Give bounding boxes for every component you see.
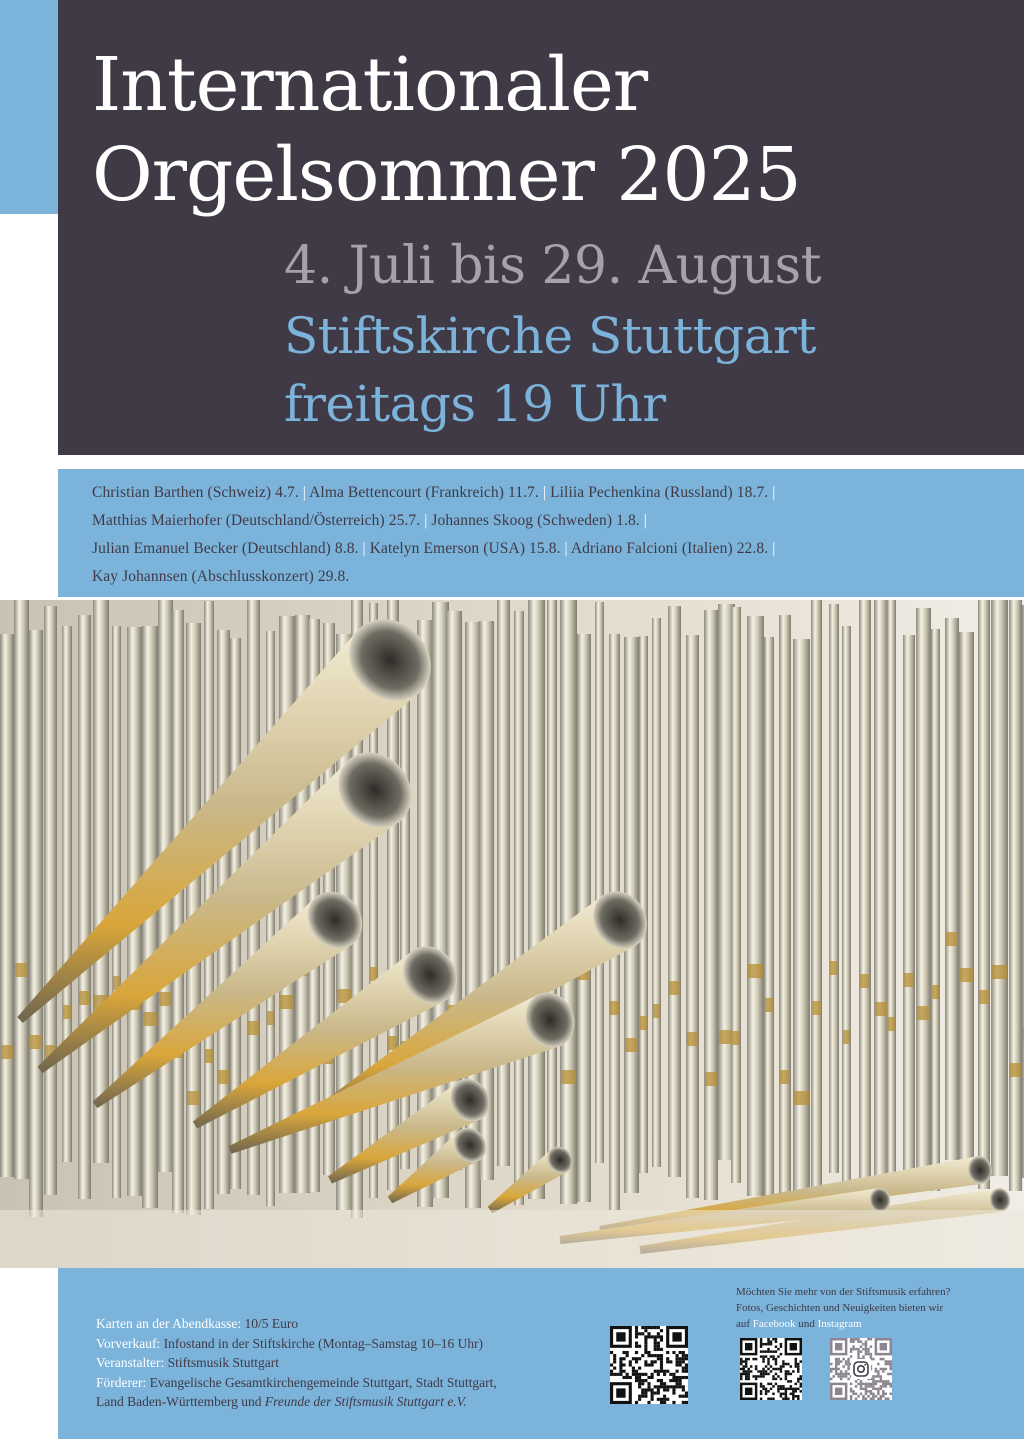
organizer-value: Stiftsmusik Stuttgart bbox=[167, 1355, 279, 1370]
social-promo bbox=[736, 1284, 950, 1332]
organizer-row bbox=[96, 1353, 497, 1373]
artist-entry: Adriano Falcioni (Italien) 22.8. bbox=[570, 540, 769, 557]
artist-entry: Kay Johannsen (Abschlusskonzert) 29.8. bbox=[92, 568, 350, 585]
artist-entry: Liliia Pechenkina (Russland) 18.7. bbox=[550, 484, 769, 501]
footer-panel bbox=[58, 1268, 1024, 1439]
artist-entry: Matthias Maierhofer (Deutschland/Österreich) 25.7. bbox=[92, 512, 421, 529]
artist-entry: Katelyn Emerson (USA) 15.8. bbox=[369, 540, 561, 557]
sponsors-value-2: Land Baden-Württemberg und bbox=[96, 1394, 262, 1409]
artist-entry: Johannes Skoog (Schweden) 1.8. bbox=[431, 512, 640, 529]
accent-strip bbox=[0, 0, 58, 214]
page-title bbox=[92, 40, 801, 220]
tickets-label: Karten an der Abendkasse: bbox=[96, 1316, 242, 1331]
event-time: freitags 19 Uhr bbox=[284, 375, 666, 433]
promo-line-3 bbox=[736, 1316, 950, 1332]
artist-entry: Christian Barthen (Schweiz) 4.7. bbox=[92, 484, 299, 501]
title-line-2: Orgelsommer 2025 bbox=[92, 132, 801, 218]
artist-list bbox=[58, 469, 1024, 597]
event-dates: 4. Juli bis 29. August bbox=[284, 236, 822, 296]
instagram-link[interactable]: Instagram bbox=[817, 1318, 862, 1330]
artist-row-4 bbox=[92, 563, 990, 591]
separator: | bbox=[772, 484, 776, 501]
promo-line-1: Möchten Sie mehr von der Stiftsmusik erfahren? bbox=[736, 1286, 951, 1298]
presale-row bbox=[96, 1334, 497, 1354]
artist-entry: Alma Bettencourt (Frankreich) 11.7. bbox=[309, 484, 539, 501]
organizer-label: Veranstalter: bbox=[96, 1355, 165, 1370]
instagram-icon bbox=[851, 1359, 871, 1379]
sponsors-row-2 bbox=[96, 1392, 497, 1412]
sponsors-label: Förderer: bbox=[96, 1374, 147, 1390]
artist-row-1 bbox=[92, 479, 990, 507]
separator: | bbox=[542, 484, 547, 501]
presale-label: Vorverkauf: bbox=[96, 1335, 161, 1351]
sponsors-friends: Freunde der Stiftsmusik Stuttgart e.V. bbox=[264, 1394, 467, 1409]
separator: | bbox=[302, 484, 306, 501]
tickets-value: 10/5 Euro bbox=[244, 1316, 299, 1331]
separator: | bbox=[362, 540, 366, 557]
artist-row-3 bbox=[92, 535, 990, 563]
qr-code-icon[interactable] bbox=[610, 1326, 688, 1404]
artist-row-2 bbox=[92, 507, 990, 535]
tickets-row bbox=[96, 1314, 497, 1334]
event-venue: Stiftskirche Stuttgart bbox=[284, 307, 817, 365]
header-panel bbox=[58, 0, 1024, 455]
ticket-info bbox=[96, 1314, 497, 1412]
promo-and: und bbox=[798, 1318, 815, 1330]
separator: | bbox=[643, 512, 647, 529]
separator: | bbox=[564, 540, 568, 557]
qr-code-facebook-icon[interactable] bbox=[740, 1338, 802, 1400]
facebook-link[interactable]: Facebook bbox=[752, 1318, 796, 1330]
artist-entry: Julian Emanuel Becker (Deutschland) 8.8. bbox=[92, 540, 359, 557]
separator: | bbox=[424, 512, 428, 529]
sponsors-value-1: Evangelische Gesamtkirchengemeinde Stuttgart, Stadt Stuttgart, bbox=[149, 1374, 497, 1390]
organ-pipes-photo bbox=[0, 600, 1024, 1268]
separator: | bbox=[772, 540, 776, 557]
title-line-1: Internationaler bbox=[92, 42, 648, 128]
qr-code-instagram-icon[interactable] bbox=[830, 1338, 892, 1400]
promo-prefix: auf bbox=[736, 1318, 751, 1330]
presale-value: Infostand in der Stiftskirche (Montag–Samstag 10–16 Uhr) bbox=[163, 1335, 484, 1351]
sponsors-row bbox=[96, 1373, 497, 1393]
promo-line-2: Fotos, Geschichten und Neuigkeiten bieten wir bbox=[736, 1302, 944, 1314]
